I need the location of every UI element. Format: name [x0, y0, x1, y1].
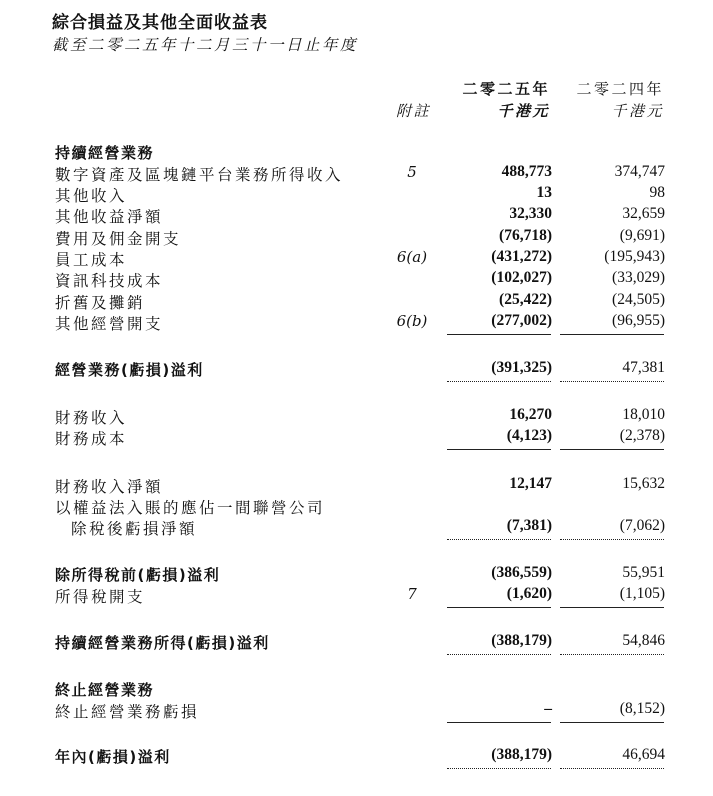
row-value-2024: 98 — [649, 184, 665, 201]
row-label: 終止經營業務 — [55, 681, 155, 699]
row-label: 財務成本 — [55, 430, 128, 448]
row-value-2025: (388,179) — [491, 632, 552, 649]
row-value-2024: (33,029) — [612, 269, 665, 286]
table-row — [52, 564, 667, 586]
row-label: 其他經營開支 — [55, 315, 164, 333]
row-note: 6(a) — [396, 248, 428, 266]
row-value-2024: (2,378) — [619, 427, 665, 444]
subtotal-rule — [560, 449, 664, 450]
row-label: 除所得稅前(虧損)溢利 — [55, 566, 221, 584]
table-row — [52, 475, 667, 497]
row-value-2025: (4,123) — [506, 427, 552, 444]
row-value-2024: (195,943) — [604, 248, 665, 265]
table-row — [52, 746, 667, 768]
row-note: 5 — [407, 163, 417, 181]
table-row — [52, 679, 667, 701]
table-row — [52, 142, 667, 164]
row-label: 財務收入淨額 — [55, 478, 164, 496]
row-value-2024: 54,846 — [622, 632, 665, 649]
subtotal-rule — [447, 449, 551, 450]
year-2025-header: 二零二五年 — [462, 80, 550, 98]
total-rule — [447, 768, 551, 769]
row-value-2025: (1,620) — [506, 585, 552, 602]
row-label: 資訊科技成本 — [55, 272, 164, 290]
table-row — [52, 427, 667, 449]
total-rule — [560, 768, 664, 769]
row-label: 其他收入 — [55, 187, 128, 205]
row-value-2025: 13 — [536, 184, 552, 201]
unit-2024-header: 千港元 — [611, 102, 664, 120]
subtotal-rule — [560, 539, 664, 540]
row-value-2025: 12,147 — [509, 475, 552, 492]
row-value-2024: (9,691) — [619, 227, 665, 244]
table-row — [52, 359, 667, 381]
subtotal-rule — [447, 654, 551, 655]
row-value-2025: – — [544, 700, 552, 717]
row-value-2025: (431,272) — [491, 248, 552, 265]
row-value-2024: 18,010 — [622, 406, 665, 423]
row-label: 除稅後虧損淨額 — [71, 520, 198, 538]
table-row — [52, 585, 667, 607]
subtotal-rule — [560, 654, 664, 655]
row-label: 持續經營業務 — [55, 144, 155, 162]
table-row — [52, 312, 667, 334]
statement-title: 綜合損益及其他全面收益表 — [52, 13, 268, 33]
row-value-2025: (388,179) — [491, 746, 552, 763]
row-value-2024: 374,747 — [614, 163, 665, 180]
subtotal-rule — [560, 381, 664, 382]
table-row — [52, 269, 667, 291]
unit-2025-header: 千港元 — [497, 102, 550, 120]
row-value-2025: (277,002) — [491, 312, 552, 329]
row-value-2025: (386,559) — [491, 564, 552, 581]
subtotal-rule — [560, 334, 664, 335]
row-value-2025: (7,381) — [506, 517, 552, 534]
table-row — [52, 496, 667, 518]
row-label: 持續經營業務所得(虧損)溢利 — [55, 634, 270, 652]
table-row — [52, 291, 667, 313]
subtotal-rule — [447, 381, 551, 382]
table-row — [52, 632, 667, 654]
note-column-header: 附註 — [396, 102, 432, 120]
row-label: 折舊及攤銷 — [55, 294, 146, 312]
row-label: 費用及佣金開支 — [55, 230, 182, 248]
row-label: 年內(虧損)溢利 — [55, 748, 171, 766]
row-value-2024: 32,659 — [622, 205, 665, 222]
row-label: 終止經營業務虧損 — [55, 703, 200, 721]
row-label: 財務收入 — [55, 409, 128, 427]
table-row — [52, 517, 667, 539]
subtotal-rule — [447, 607, 551, 608]
statement-period: 截至二零二五年十二月三十一日止年度 — [52, 36, 359, 54]
table-row — [52, 163, 667, 185]
row-value-2024: 15,632 — [622, 475, 665, 492]
row-value-2024: (24,505) — [612, 291, 665, 308]
row-label: 其他收益淨額 — [55, 208, 164, 226]
row-label: 所得稅開支 — [55, 588, 146, 606]
row-value-2025: (391,325) — [491, 359, 552, 376]
row-value-2024: (96,955) — [612, 312, 665, 329]
row-value-2024: (8,152) — [619, 700, 665, 717]
row-value-2025: (25,422) — [499, 291, 552, 308]
year-2024-header: 二零二四年 — [576, 80, 664, 98]
row-label: 員工成本 — [55, 251, 128, 269]
row-note: 7 — [407, 585, 417, 603]
table-row — [52, 406, 667, 428]
row-value-2025: (102,027) — [491, 269, 552, 286]
subtotal-rule — [447, 722, 551, 723]
row-value-2025: 16,270 — [509, 406, 552, 423]
row-value-2024: (1,105) — [619, 585, 665, 602]
row-value-2024: 46,694 — [622, 746, 665, 763]
row-label: 經營業務(虧損)溢利 — [55, 361, 204, 379]
table-row — [52, 184, 667, 206]
row-value-2025: (76,718) — [499, 227, 552, 244]
row-label: 以權益法入賬的應佔一間聯營公司 — [55, 499, 326, 517]
row-value-2024: (7,062) — [619, 517, 665, 534]
row-value-2024: 47,381 — [622, 359, 665, 376]
row-note: 6(b) — [396, 312, 428, 330]
subtotal-rule — [560, 722, 664, 723]
row-value-2025: 32,330 — [509, 205, 552, 222]
subtotal-rule — [447, 334, 551, 335]
row-value-2024: 55,951 — [622, 564, 665, 581]
table-row — [52, 205, 667, 227]
subtotal-rule — [447, 539, 551, 540]
row-label: 數字資產及區塊鏈平台業務所得收入 — [55, 166, 344, 184]
table-row — [52, 700, 667, 722]
table-row — [52, 227, 667, 249]
row-value-2025: 488,773 — [501, 163, 552, 180]
table-row — [52, 248, 667, 270]
subtotal-rule — [560, 607, 664, 608]
